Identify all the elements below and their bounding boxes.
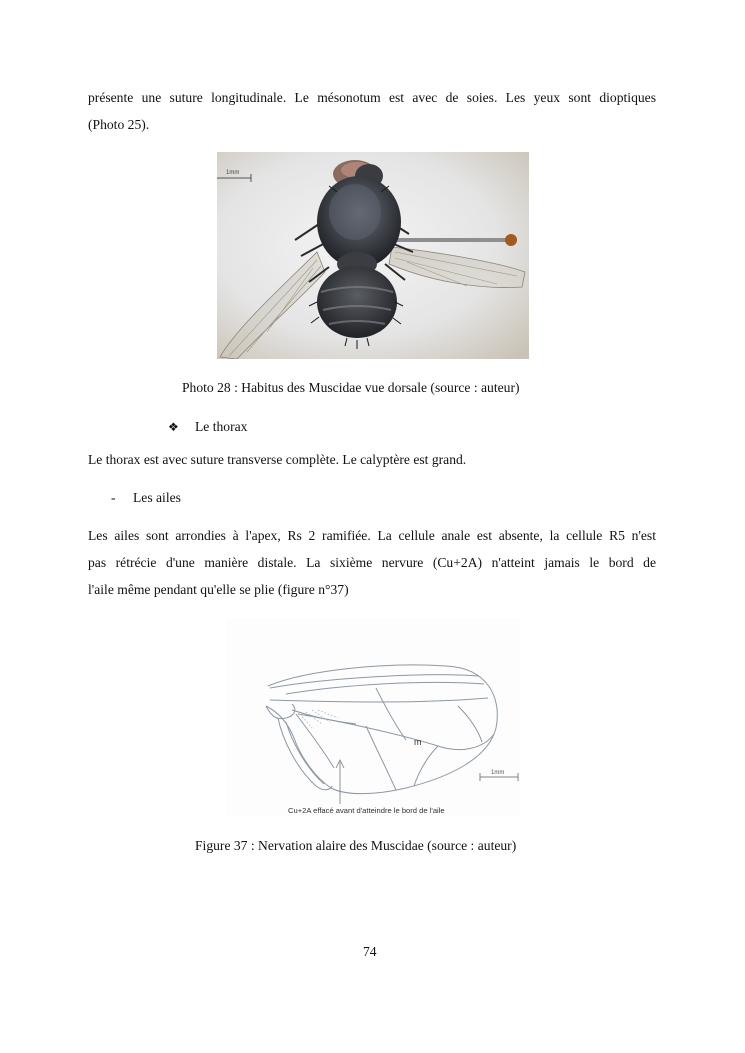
cu2a-annotation: Cu+2A effacé avant d'atteindre le bord de l'aile: [288, 806, 445, 815]
intro-line-1: présente une suture longitudinale. Le mésonotum est avec de soies. Les yeux sont dioptiques: [88, 90, 656, 105]
dash-bullet: -: [111, 490, 116, 505]
page-number: 74: [363, 944, 377, 959]
fly-dorsal-photo: [217, 152, 529, 359]
ailes-paragraph: [88, 522, 656, 603]
ailes-line-3: l'aile même pendant qu'elle se plie (figure n°37): [88, 582, 349, 597]
ailes-line-1: Les ailes sont arrondies à l'apex, Rs 2 ramifiée. La cellule anale est absente, la cellule R5 n'est: [88, 528, 656, 543]
intro-paragraph: [88, 84, 656, 138]
diamond-bullet-icon: ❖: [168, 420, 179, 434]
photo-caption: Photo 28 : Habitus des Muscidae vue dorsale (source : auteur): [182, 380, 520, 395]
photo-scale-label: 1mm: [226, 170, 240, 176]
ailes-heading: Les ailes: [133, 490, 181, 505]
ailes-line-2: pas rétrécie d'une manière distale. La sixième nervure (Cu+2A) n'atteint jamais le bord de: [88, 555, 656, 570]
thorax-paragraph: Le thorax est avec suture transverse complète. Le calyptère est grand.: [88, 452, 467, 467]
intro-line-2: (Photo 25).: [88, 117, 150, 132]
figure-caption: Figure 37 : Nervation alaire des Muscidae (source : auteur): [195, 838, 517, 853]
wing-venation-figure: [226, 618, 520, 816]
cell-m-label: m: [414, 737, 422, 747]
thorax-heading: Le thorax: [195, 419, 248, 434]
figure-scale-label: 1mm: [491, 770, 505, 776]
